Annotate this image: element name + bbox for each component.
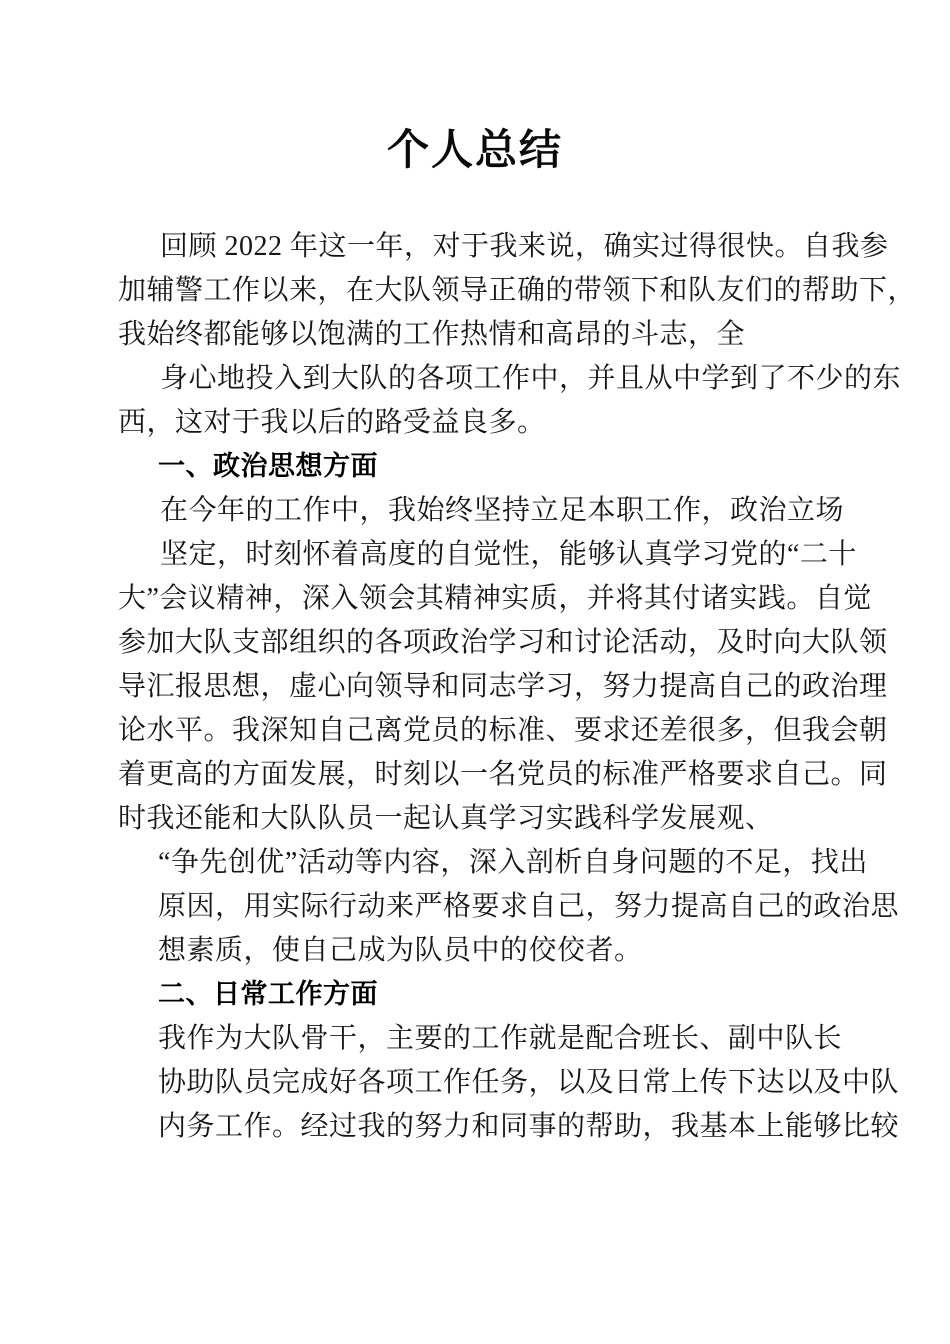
text-line: 想素质，使自己成为队员中的佼佼者。 — [158, 935, 643, 966]
text-line: 导汇报思想，虚心向领导和同志学习，努力提高自己的政治理 — [118, 671, 888, 702]
section-heading-2: 二、日常工作方面 — [158, 979, 378, 1010]
text-line: 着更高的方面发展，时刻以一名党员的标准严格要求自己。同 — [118, 759, 888, 790]
text-line: 身心地投入到大队的各项工作中，并且从中学到了不少的东 — [160, 363, 902, 394]
page-title: 个人总结 — [386, 125, 563, 174]
text-line: 我始终都能够以饱满的工作热情和高昂的斗志，全 — [118, 319, 746, 350]
text-line: 加辅警工作以来，在大队领导正确的带领下和队友们的帮助下， — [118, 275, 917, 306]
text-line: 在今年的工作中，我始终坚持立足本职工作，政治立场 — [160, 495, 845, 526]
text-line: 回顾 2022 年这一年，对于我来说，确实过得很快。自我参 — [160, 231, 889, 262]
text-line: 内务工作。经过我的努力和同事的帮助，我基本上能够比较 — [158, 1111, 900, 1142]
text-line: “争先创优”活动等内容，深入剖析自身问题的不足，找出 — [158, 847, 868, 878]
section-heading-1: 一、政治思想方面 — [158, 451, 378, 482]
text-line: 坚定，时刻怀着高度的自觉性，能够认真学习党的“二十 — [160, 539, 857, 570]
text-line: 大”会议精神，深入领会其精神实质，并将其付诸实践。自觉 — [118, 583, 872, 614]
text-line: 论水平。我深知自己离党员的标准、要求还差很多，但我会朝 — [118, 715, 888, 746]
text-line: 西，这对于我以后的路受益良多。 — [118, 407, 546, 438]
text-line: 协助队员完成好各项工作任务，以及日常上传下达以及中队 — [158, 1067, 900, 1098]
text-line: 时我还能和大队队员一起认真学习实践科学发展观、 — [118, 803, 774, 834]
intro-paragraph — [118, 225, 917, 445]
text-line: 我作为大队骨干，主要的工作就是配合班长、副中队长 — [158, 1023, 843, 1054]
document-body — [118, 225, 917, 1149]
section-2-body — [118, 1017, 900, 1149]
text-line: 原因，用实际行动来严格要求自己，努力提高自己的政治思 — [158, 891, 900, 922]
section-1-body — [118, 489, 900, 973]
text-line: 参加大队支部组织的各项政治学习和讨论活动，及时向大队领 — [118, 627, 888, 658]
